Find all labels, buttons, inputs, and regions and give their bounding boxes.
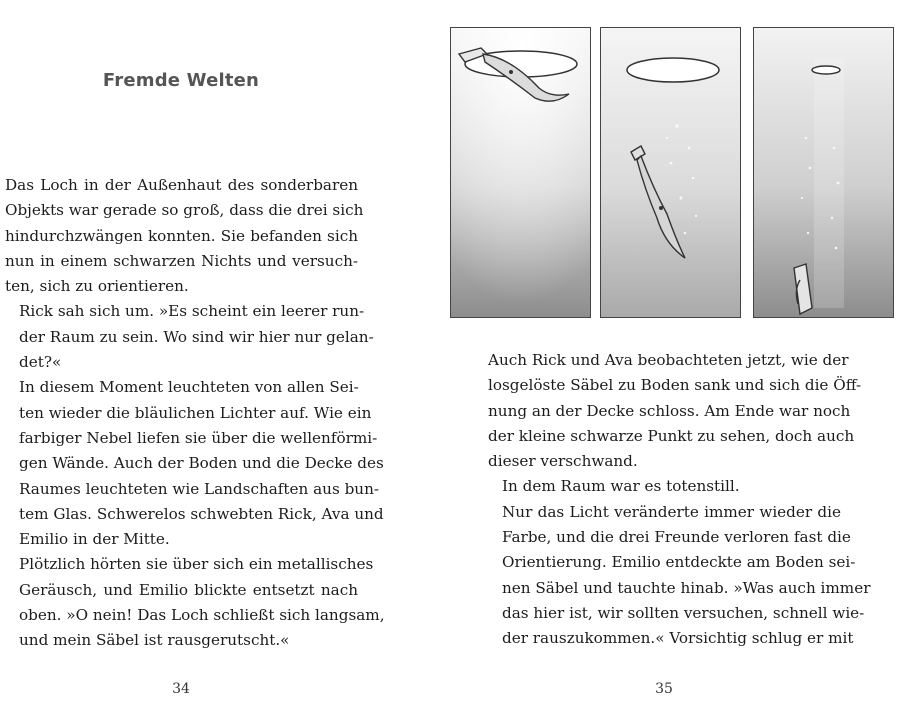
text-line: Auch Rick und Ava beobachteten jetzt, wie der — [488, 351, 849, 369]
text-line: ten wieder die bläulichen Lichter auf. Wie ein — [19, 403, 372, 422]
text-line: der Raum zu sein. Wo sind wir hier nur gelan- — [19, 327, 374, 346]
text-line: oben. »O nein! Das Loch schließt sich langsam, — [19, 606, 385, 625]
comic-panel-1 — [450, 27, 591, 318]
comic-panel-2 — [600, 27, 741, 318]
text-line: Rick sah sich um. »Es scheint ein leerer run- — [19, 302, 365, 321]
text-line: Farbe, und die drei Freunde verloren fast die — [502, 528, 851, 547]
text-line: tem Glas. Schwerelos schwebten Rick, Ava und — [19, 504, 384, 523]
text-line: losgelöste Säbel zu Boden sank und sich die Öff- — [488, 376, 862, 395]
page-number-left: 34 — [172, 681, 190, 697]
text-line: Geräusch, und Emilio blickte entsetzt nach — [19, 580, 358, 599]
text-line: nun in einem schwarzen Nichts und versuch- — [5, 251, 358, 270]
text-line: gen Wände. Auch der Boden und die Decke des — [19, 454, 384, 473]
paragraph — [488, 500, 871, 652]
text-line: Plötzlich hörten sie über sich ein metallisches — [19, 555, 374, 574]
text-line: nung an der Decke schloss. Am Ende war noch — [488, 401, 851, 420]
paragraph — [488, 474, 841, 499]
text-line: Objekts war gerade so groß, dass die drei sich — [5, 201, 364, 220]
text-line: Nur das Licht veränderte immer wieder die — [502, 502, 841, 521]
text-line: Orientierung. Emilio entdeckte am Boden sei- — [502, 553, 856, 572]
sabre-on-floor-illustration — [754, 28, 894, 318]
paragraph — [5, 299, 374, 375]
text-line: und mein Säbel ist rausgerutscht.« — [19, 631, 290, 650]
text-line: der rauszukommen.« Vorsichtig schlug er mit — [502, 629, 854, 648]
text-line: hindurchzwängen konnten. Sie befanden sich — [5, 226, 358, 245]
paragraph — [5, 552, 385, 653]
text-line: nen Säbel und tauchte hinab. »Was auch immer — [502, 578, 871, 597]
paragraph — [488, 348, 862, 474]
text-line: farbiger Nebel liefen sie über die wellenförmi- — [19, 428, 378, 447]
text-line: In dem Raum war es totenstill. — [502, 477, 740, 496]
right-body-text — [488, 348, 871, 652]
left-page — [0, 0, 450, 720]
text-line: das hier ist, wir sollten versuchen, schnell wie- — [502, 603, 865, 622]
page-number-right: 35 — [655, 681, 673, 697]
text-line: Emilio in der Mitte. — [19, 530, 170, 549]
left-body-text — [5, 173, 385, 654]
text-line: In diesem Moment leuchteten von allen Sei- — [19, 378, 359, 397]
right-page — [450, 0, 901, 720]
text-line: dieser verschwand. — [488, 452, 638, 471]
paragraph — [5, 173, 364, 299]
chapter-title: Fremde Welten — [102, 70, 260, 91]
sabre-sinking-illustration — [601, 28, 741, 318]
sabre-slipping-illustration — [451, 28, 591, 318]
text-line: Raumes leuchteten wie Landschaften aus bun- — [19, 479, 379, 498]
paragraph — [5, 375, 384, 552]
text-line: ten, sich zu orientieren. — [5, 277, 189, 296]
comic-panel-3 — [753, 27, 894, 318]
text-line: Das Loch in der Außenhaut des sonderbaren — [5, 176, 358, 194]
text-line: der kleine schwarze Punkt zu sehen, doch auch — [488, 426, 855, 445]
text-line: det?« — [19, 353, 62, 372]
